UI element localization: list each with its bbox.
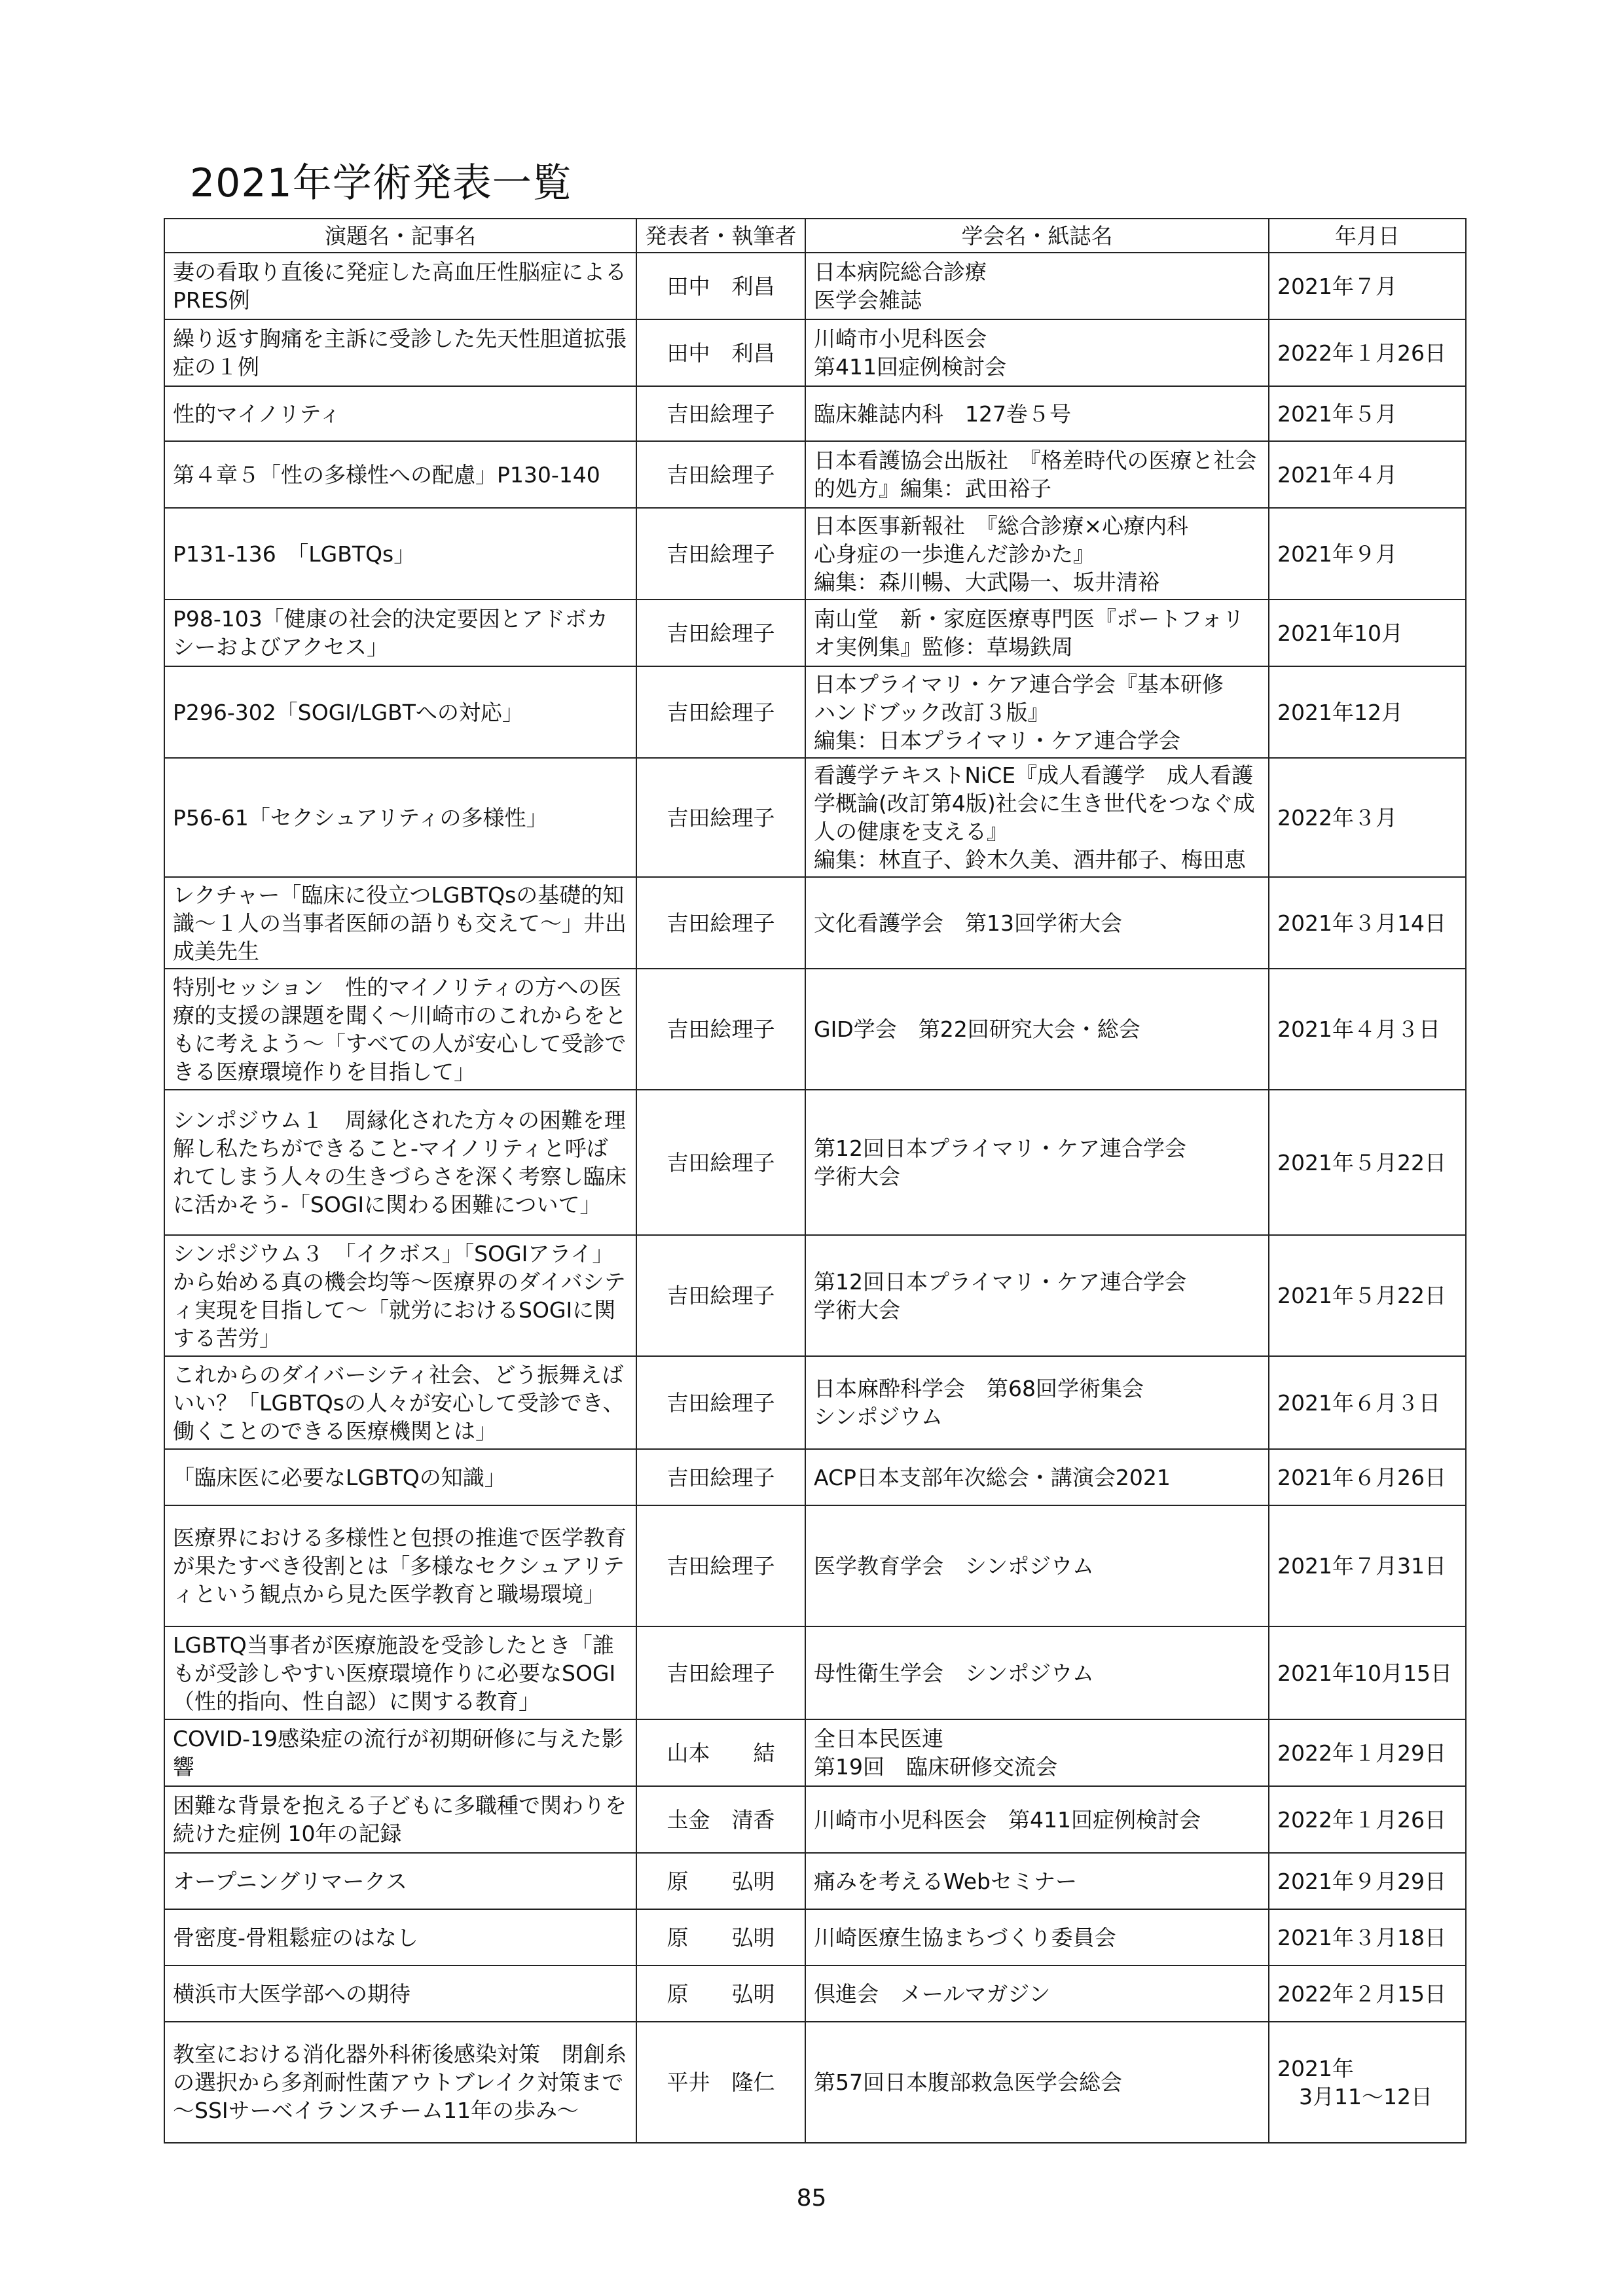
table-row	[164, 877, 1466, 969]
cell-author: 原 弘明	[636, 1853, 805, 1909]
cell-title: P56-61「セクシュアリティの多様性」	[164, 758, 636, 877]
cell-date: 2021年５月	[1269, 386, 1466, 441]
cell-date: 2021年５月22日	[1269, 1235, 1466, 1356]
cell-venue: 日本病院総合診療 医学会雑誌	[805, 253, 1269, 319]
cell-venue: 川崎市小児科医会 第411回症例検討会	[805, 319, 1269, 386]
cell-date: 2021年３月18日	[1269, 1909, 1466, 1965]
table-row	[164, 386, 1466, 441]
cell-author: 吉田絵理子	[636, 877, 805, 969]
cell-title: 横浜市大医学部への期待	[164, 1965, 636, 2022]
cell-title: P131-136 「LGBTQs」	[164, 508, 636, 600]
cell-venue: 臨床雑誌内科 127巻５号	[805, 386, 1269, 441]
cell-author: 吉田絵理子	[636, 441, 805, 508]
cell-author: 吉田絵理子	[636, 508, 805, 600]
table-row	[164, 1719, 1466, 1786]
cell-venue: 日本看護協会出版社 『格差時代の医療と社会的処方』編集：武田裕子	[805, 441, 1269, 508]
cell-author: 田中 利昌	[636, 253, 805, 319]
cell-author: 吉田絵理子	[636, 1626, 805, 1719]
cell-author: 吉田絵理子	[636, 666, 805, 758]
table-row	[164, 758, 1466, 877]
cell-title: 繰り返す胸痛を主訴に受診した先天性胆道拡張症の１例	[164, 319, 636, 386]
cell-venue: 川崎医療生協まちづくり委員会	[805, 1909, 1269, 1965]
table-row	[164, 1356, 1466, 1449]
header-title: 演題名・記事名	[164, 219, 636, 253]
table-row	[164, 508, 1466, 600]
cell-venue: 全日本民医連 第19回 臨床研修交流会	[805, 1719, 1269, 1786]
cell-title: 特別セッション 性的マイノリティの方への医療的支援の課題を聞く～川崎市のこれからをともに考えよう～「すべての人が安心して受診できる医療環境作りを目指して」	[164, 969, 636, 1090]
table-row	[164, 1965, 1466, 2022]
table-row	[164, 1235, 1466, 1356]
cell-title: 妻の看取り直後に発症した高血圧性脳症によるPRES例	[164, 253, 636, 319]
cell-venue: 倶進会 メールマガジン	[805, 1965, 1269, 2022]
cell-date: 2021年 3月11～12日	[1269, 2022, 1466, 2143]
cell-author: 山本 結	[636, 1719, 805, 1786]
table-row	[164, 1090, 1466, 1235]
cell-date: 2021年３月14日	[1269, 877, 1466, 969]
cell-venue: 南山堂 新・家庭医療専門医『ポートフォリオ実例集』監修：草場鉄周	[805, 600, 1269, 666]
header-date: 年月日	[1269, 219, 1466, 253]
cell-venue: 看護学テキストNiCE『成人看護学 成人看護学概論(改訂第4版)社会に生き世代をつなぐ成人の健康を支える』 編集：林直子、鈴木久美、酒井郁子、梅田恵	[805, 758, 1269, 877]
cell-venue: ACP日本支部年次総会・講演会2021	[805, 1449, 1269, 1505]
cell-title: P98-103「健康の社会的決定要因とアドボカシーおよびアクセス」	[164, 600, 636, 666]
table-row	[164, 1909, 1466, 1965]
cell-author: 田中 利昌	[636, 319, 805, 386]
cell-title: シンポジウム１ 周縁化された方々の困難を理解し私たちができること-マイノリティと呼ばれてしまう人々の生きづらさを深く考察し臨床に活かそう-「SOGIに関わる困難について」	[164, 1090, 636, 1235]
cell-venue: 第12回日本プライマリ・ケア連合学会 学術大会	[805, 1235, 1269, 1356]
cell-title: シンポジウム３ 「イクボス」「SOGIアライ」から始める真の機会均等～医療界のダイバシティ実現を目指して～「就労におけるSOGIに関する苦労」	[164, 1235, 636, 1356]
table-row	[164, 1786, 1466, 1853]
cell-author: 吉田絵理子	[636, 758, 805, 877]
cell-date: 2022年３月	[1269, 758, 1466, 877]
table-row	[164, 253, 1466, 319]
cell-date: 2022年１月26日	[1269, 1786, 1466, 1853]
cell-date: 2021年６月26日	[1269, 1449, 1466, 1505]
cell-date: 2021年12月	[1269, 666, 1466, 758]
table-row	[164, 1853, 1466, 1909]
cell-venue: 日本医事新報社 『総合診療×心療内科 心身症の一歩進んだ診かた』 編集：森川暢、大武陽一、坂井清裕	[805, 508, 1269, 600]
cell-venue: 日本プライマリ・ケア連合学会『基本研修 ハンドブック改訂３版』 編集：日本プライマリ・ケア連合学会	[805, 666, 1269, 758]
cell-date: 2021年９月29日	[1269, 1853, 1466, 1909]
table-row	[164, 1626, 1466, 1719]
cell-author: 圡金 清香	[636, 1786, 805, 1853]
cell-venue: 日本麻酔科学会 第68回学術集会 シンポジウム	[805, 1356, 1269, 1449]
cell-title: これからのダイバーシティ社会、どう振舞えばいい？「LGBTQsの人々が安心して受診でき、働くことのできる医療機関とは」	[164, 1356, 636, 1449]
cell-date: 2021年10月	[1269, 600, 1466, 666]
page-title: 2021年学術発表一覧	[190, 160, 572, 206]
cell-title: 性的マイノリティ	[164, 386, 636, 441]
cell-date: 2021年７月	[1269, 253, 1466, 319]
cell-author: 吉田絵理子	[636, 600, 805, 666]
cell-title: LGBTQ当事者が医療施設を受診したとき「誰もが受診しやすい医療環境作りに必要なSOGI（性的指向、性自認）に関する教育」	[164, 1626, 636, 1719]
header-author: 発表者・執筆者	[636, 219, 805, 253]
cell-author: 原 弘明	[636, 1909, 805, 1965]
cell-venue: GID学会 第22回研究大会・総会	[805, 969, 1269, 1090]
cell-date: 2021年４月３日	[1269, 969, 1466, 1090]
cell-title: 「臨床医に必要なLGBTQの知識」	[164, 1449, 636, 1505]
cell-venue: 第57回日本腹部救急医学会総会	[805, 2022, 1269, 2143]
cell-title: 骨密度-骨粗鬆症のはなし	[164, 1909, 636, 1965]
table-row	[164, 441, 1466, 508]
cell-date: 2021年10月15日	[1269, 1626, 1466, 1719]
table-row	[164, 319, 1466, 386]
cell-venue: 痛みを考えるWebセミナー	[805, 1853, 1269, 1909]
cell-author: 吉田絵理子	[636, 1356, 805, 1449]
publications-table	[164, 218, 1467, 2144]
cell-author: 吉田絵理子	[636, 1505, 805, 1626]
cell-author: 平井 隆仁	[636, 2022, 805, 2143]
header-venue: 学会名・紙誌名	[805, 219, 1269, 253]
cell-title: 第４章５「性の多様性への配慮」P130-140	[164, 441, 636, 508]
cell-venue: 文化看護学会 第13回学術大会	[805, 877, 1269, 969]
table-row	[164, 2022, 1466, 2143]
cell-date: 2021年９月	[1269, 508, 1466, 600]
cell-author: 吉田絵理子	[636, 1235, 805, 1356]
cell-date: 2022年２月15日	[1269, 1965, 1466, 2022]
cell-title: P296-302「SOGI/LGBTへの対応」	[164, 666, 636, 758]
table-row	[164, 1505, 1466, 1626]
table-row	[164, 969, 1466, 1090]
cell-venue: 母性衛生学会 シンポジウム	[805, 1626, 1269, 1719]
cell-date: 2021年４月	[1269, 441, 1466, 508]
cell-date: 2021年７月31日	[1269, 1505, 1466, 1626]
cell-title: 教室における消化器外科術後感染対策 閉創糸の選択から多剤耐性菌アウトブレイク対策まで～SSIサーベイランスチーム11年の歩み～	[164, 2022, 636, 2143]
cell-author: 吉田絵理子	[636, 969, 805, 1090]
cell-title: オープニングリマークス	[164, 1853, 636, 1909]
table-row	[164, 1449, 1466, 1505]
cell-venue: 医学教育学会 シンポジウム	[805, 1505, 1269, 1626]
cell-venue: 川崎市小児科医会 第411回症例検討会	[805, 1786, 1269, 1853]
table-header-row	[164, 219, 1466, 253]
cell-title: 医療界における多様性と包摂の推進で医学教育が果たすべき役割とは「多様なセクシュアリティという観点から見た医学教育と職場環境」	[164, 1505, 636, 1626]
cell-author: 吉田絵理子	[636, 1449, 805, 1505]
cell-title: レクチャー「臨床に役立つLGBTQsの基礎的知識～１人の当事者医師の語りも交えて～」井出成美先生	[164, 877, 636, 969]
cell-author: 原 弘明	[636, 1965, 805, 2022]
cell-date: 2021年５月22日	[1269, 1090, 1466, 1235]
cell-author: 吉田絵理子	[636, 1090, 805, 1235]
cell-title: COVID-19感染症の流行が初期研修に与えた影響	[164, 1719, 636, 1786]
table-row	[164, 600, 1466, 666]
page-number: 85	[796, 2185, 827, 2212]
cell-venue: 第12回日本プライマリ・ケア連合学会 学術大会	[805, 1090, 1269, 1235]
cell-title: 困難な背景を抱える子どもに多職種で関わりを続けた症例 10年の記録	[164, 1786, 636, 1853]
cell-date: 2022年１月29日	[1269, 1719, 1466, 1786]
cell-date: 2022年１月26日	[1269, 319, 1466, 386]
table-row	[164, 666, 1466, 758]
cell-date: 2021年６月３日	[1269, 1356, 1466, 1449]
cell-author: 吉田絵理子	[636, 386, 805, 441]
